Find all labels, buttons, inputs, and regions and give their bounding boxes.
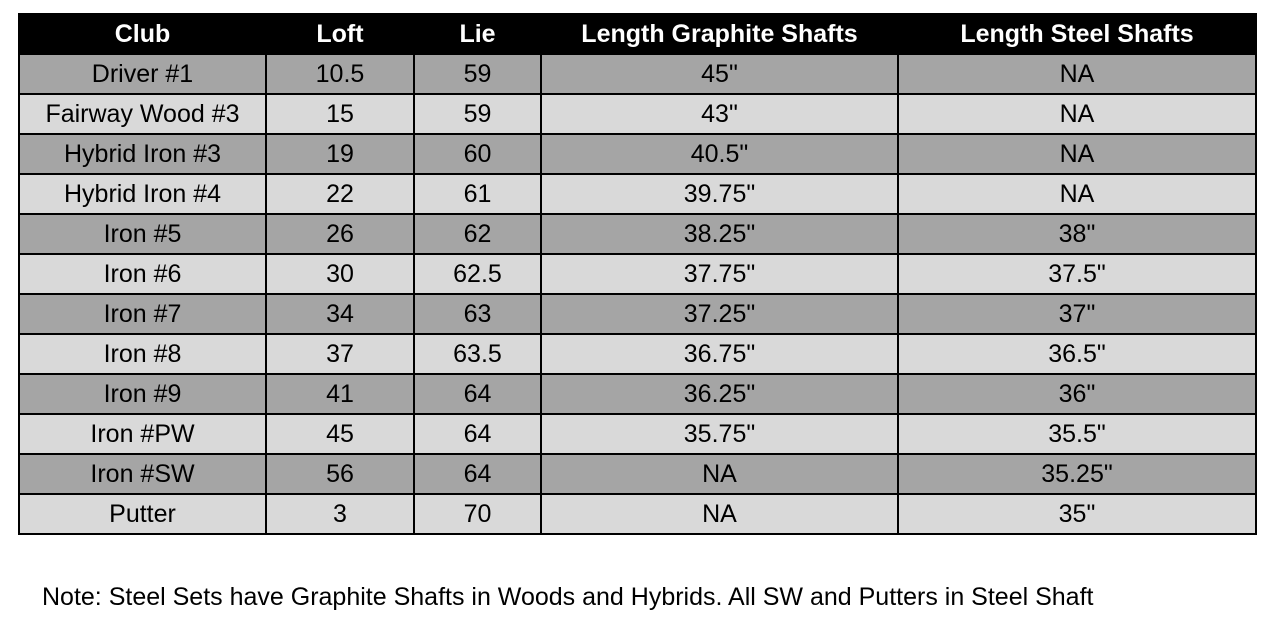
graphite-length-cell: 36.75" [541,334,898,374]
header-lie: Lie [414,14,541,54]
lie-cell: 59 [414,54,541,94]
steel-length-cell: 37.5" [898,254,1256,294]
table-row [19,174,1256,214]
club-cell: Hybrid Iron #3 [19,134,266,174]
table-row [19,294,1256,334]
loft-cell: 10.5 [266,54,414,94]
table-row [19,134,1256,174]
steel-length-cell: 36" [898,374,1256,414]
steel-length-cell: NA [898,174,1256,214]
loft-cell: 41 [266,374,414,414]
loft-cell: 37 [266,334,414,374]
lie-cell: 62.5 [414,254,541,294]
graphite-length-cell: 43" [541,94,898,134]
steel-length-cell: 35.5" [898,414,1256,454]
lie-cell: 64 [414,374,541,414]
club-cell: Iron #9 [19,374,266,414]
loft-cell: 34 [266,294,414,334]
header-loft: Loft [266,14,414,54]
steel-length-cell: 37" [898,294,1256,334]
table-row [19,374,1256,414]
graphite-length-cell: NA [541,454,898,494]
club-cell: Iron #5 [19,214,266,254]
table-row [19,334,1256,374]
graphite-length-cell: NA [541,494,898,534]
lie-cell: 63 [414,294,541,334]
steel-length-cell: 35.25" [898,454,1256,494]
steel-length-cell: 36.5" [898,334,1256,374]
lie-cell: 70 [414,494,541,534]
lie-cell: 63.5 [414,334,541,374]
graphite-length-cell: 36.25" [541,374,898,414]
lie-cell: 61 [414,174,541,214]
graphite-length-cell: 38.25" [541,214,898,254]
club-cell: Iron #8 [19,334,266,374]
loft-cell: 15 [266,94,414,134]
loft-cell: 45 [266,414,414,454]
graphite-length-cell: 40.5" [541,134,898,174]
table-row [19,454,1256,494]
club-cell: Hybrid Iron #4 [19,174,266,214]
table-row [19,254,1256,294]
graphite-length-cell: 39.75" [541,174,898,214]
header-length-graphite: Length Graphite Shafts [541,14,898,54]
table-row [19,494,1256,534]
club-cell: Fairway Wood #3 [19,94,266,134]
lie-cell: 64 [414,454,541,494]
table-row [19,414,1256,454]
footnote: Note: Steel Sets have Graphite Shafts in Woods and Hybrids. All SW and Putters in Steel Shaft [42,583,1094,611]
club-cell: Driver #1 [19,54,266,94]
graphite-length-cell: 37.75" [541,254,898,294]
table-row [19,214,1256,254]
header-length-steel: Length Steel Shafts [898,14,1256,54]
loft-cell: 30 [266,254,414,294]
graphite-length-cell: 37.25" [541,294,898,334]
header-club: Club [19,14,266,54]
steel-length-cell: 38" [898,214,1256,254]
loft-cell: 19 [266,134,414,174]
loft-cell: 3 [266,494,414,534]
club-cell: Iron #6 [19,254,266,294]
lie-cell: 62 [414,214,541,254]
loft-cell: 26 [266,214,414,254]
club-cell: Iron #PW [19,414,266,454]
loft-cell: 22 [266,174,414,214]
steel-length-cell: NA [898,134,1256,174]
loft-cell: 56 [266,454,414,494]
table-row [19,94,1256,134]
steel-length-cell: 35" [898,494,1256,534]
table-row [19,54,1256,94]
club-cell: Iron #SW [19,454,266,494]
steel-length-cell: NA [898,94,1256,134]
lie-cell: 64 [414,414,541,454]
club-cell: Iron #7 [19,294,266,334]
club-cell: Putter [19,494,266,534]
lie-cell: 59 [414,94,541,134]
club-specs-table [18,13,1257,535]
graphite-length-cell: 35.75" [541,414,898,454]
lie-cell: 60 [414,134,541,174]
table-header-row [19,14,1256,54]
graphite-length-cell: 45" [541,54,898,94]
table-body [19,54,1256,534]
steel-length-cell: NA [898,54,1256,94]
